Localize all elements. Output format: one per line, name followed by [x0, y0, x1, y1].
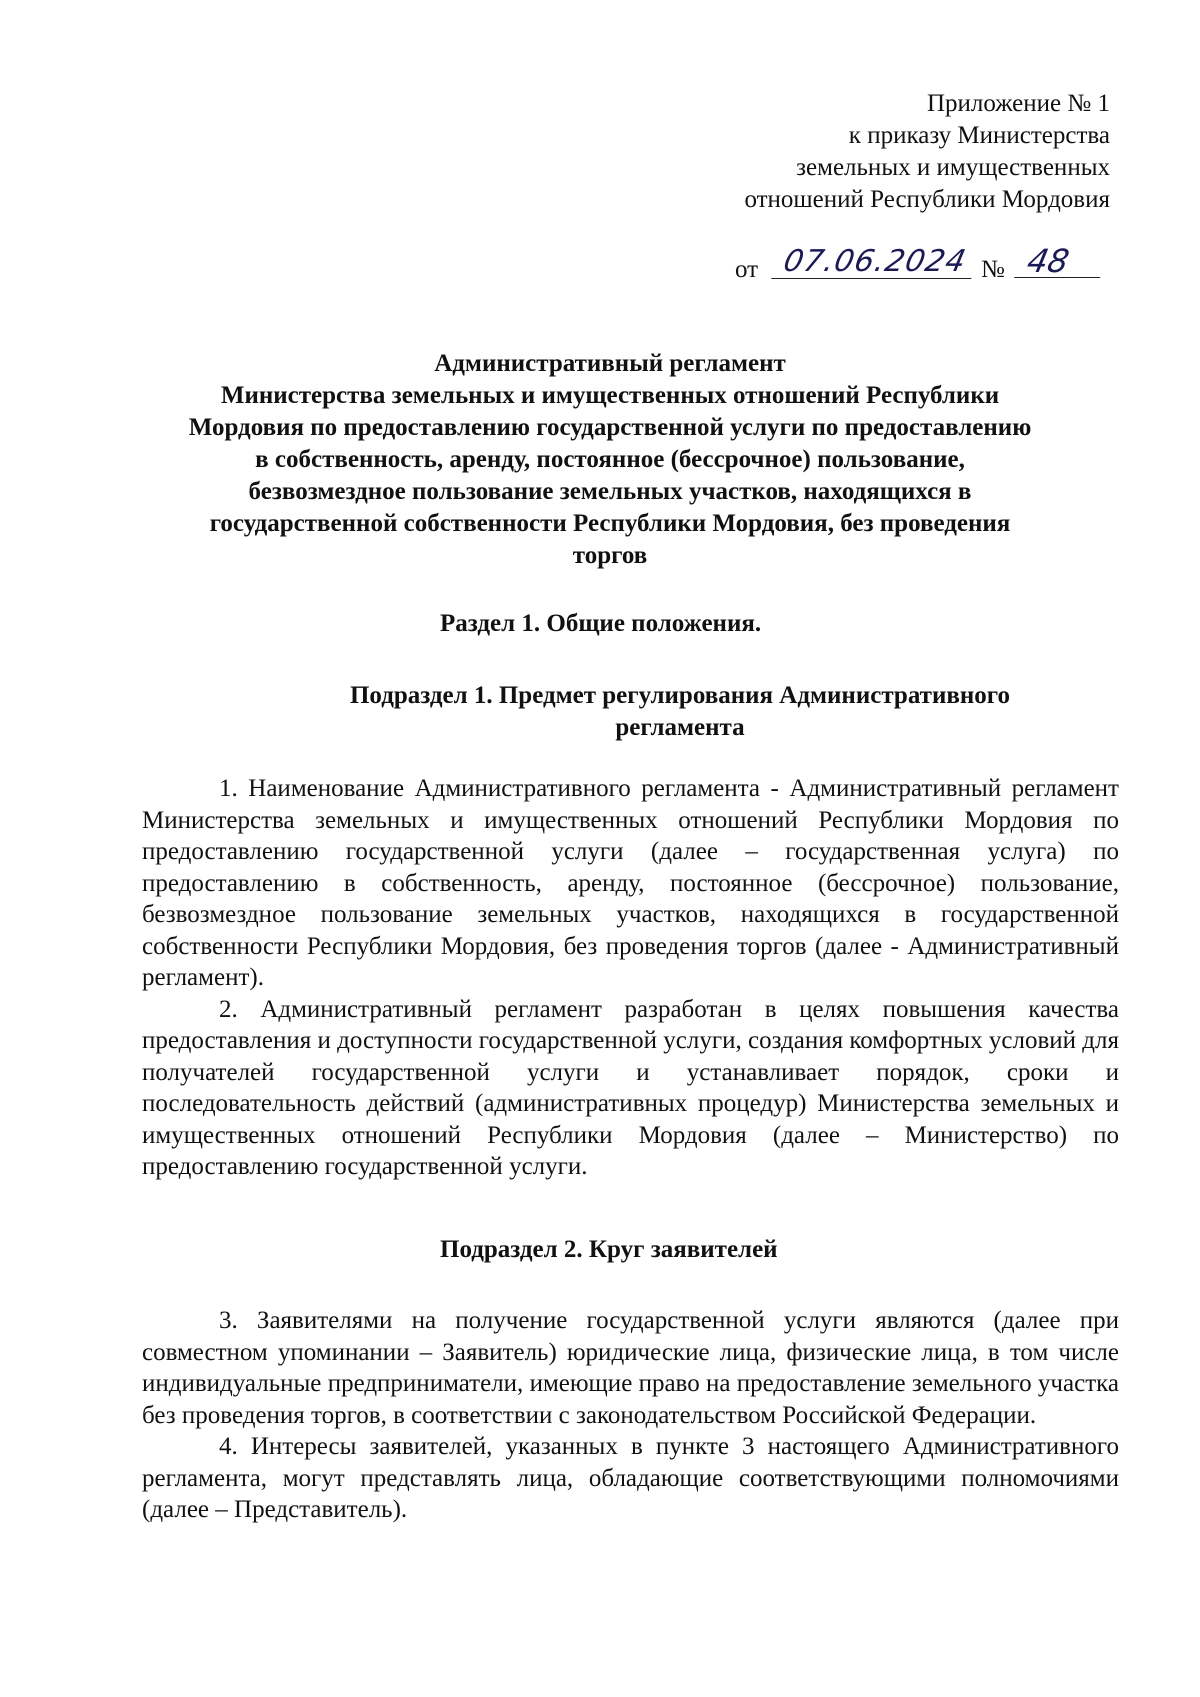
title-line: Административный регламент	[434, 350, 786, 377]
paragraph-4: 4. Интересы заявителей, указанных в пункте 3 настоящего Административного регламента, могут представлять лица, обладающие соответствующими полномочиями (далее – Представитель).	[142, 1433, 1119, 1523]
from-label: от	[735, 256, 759, 283]
paragraphs-block-1	[142, 773, 1119, 1183]
title-line: Мордовия по предоставлению государственной услуги по предоставлению	[188, 414, 1032, 441]
title-line: в собственность, аренду, постоянное (бессрочное) пользование,	[255, 446, 965, 473]
order-number: 48	[1014, 242, 1108, 278]
appendix-line: Приложение № 1	[926, 90, 1110, 117]
subsection-line: Подраздел 1. Предмет регулирования Административного	[349, 682, 1011, 709]
subsection-line: регламента	[615, 714, 745, 741]
appendix-line: отношений Республики Мордовия	[744, 186, 1110, 213]
paragraphs-block-2	[142, 1305, 1119, 1526]
number-label: №	[981, 256, 1005, 283]
subsection-2-title: Подраздел 2. Круг заявителей	[440, 1236, 778, 1263]
order-date-number	[735, 242, 1105, 288]
appendix-header	[670, 88, 1110, 216]
document-title	[140, 348, 1080, 572]
subsection-1-title	[280, 680, 1080, 744]
appendix-line: земельных и имущественных	[796, 154, 1110, 181]
section-1-title: Раздел 1. Общие положения.	[440, 610, 762, 637]
order-date: 07.06.2024	[771, 244, 978, 279]
title-line: государственной собственности Республики Мордовия, без проведения	[209, 510, 1011, 537]
appendix-line: к приказу Министерства	[848, 122, 1110, 149]
title-line: безвозмездное пользование земельных участков, находящихся в	[248, 478, 972, 505]
title-line: торгов	[572, 542, 648, 569]
title-line: Министерства земельных и имущественных отношений Республики	[220, 382, 1000, 409]
paragraph-2: 2. Административный регламент разработан в целях повышения качества предоставления и доступности государственной услуги, создания комфортных условий для получателей государственной услуги и устанавливает порядок, сроки и последовательность действий (административных процедур) Министерства земельных и имущественных отношений Республики Мордовия (далее – Министерство) по предоставлению государственной услуги.	[142, 995, 1119, 1180]
paragraph-3: 3. Заявителями на получение государственной услуги являются (далее при совместном упоминании – Заявитель) юридические лица, физические лица, в том числе индивидуальные предприниматели, имеющие право на предоставление земельного участка без проведения торгов, в соответствии с законодательством Российской Федерации.	[142, 1307, 1119, 1429]
paragraph-1: 1. Наименование Административного регламента - Административный регламент Министерства земельных и имущественных отношений Республики Мордовия по предоставлению государственной услуги (далее – государственная услуга) по предоставлению в собственность, аренду, постоянное (бессрочное) пользование, безвозмездное пользование земельных участков, находящихся в государственной собственности Республики Мордовия, без проведения торгов (далее - Административный регламент).	[142, 775, 1119, 991]
